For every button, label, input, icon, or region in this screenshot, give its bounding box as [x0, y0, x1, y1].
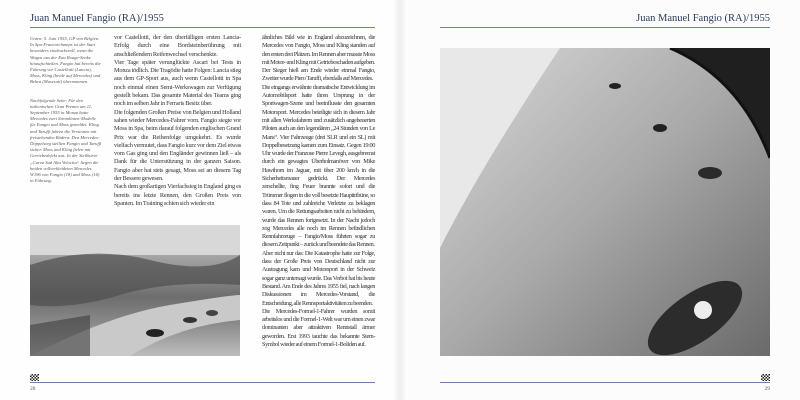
captions	[30, 36, 102, 196]
paragraph: Die folgenden Großen Preise von Belgien und Holland sahen wieder Mercedes-Fahrer vorn. Fangio siegte vor Moss in Spa, beim darauf folgenden englischen Grand Prix war die Reihenfolge umgekehrt. Es wurde vielfach vermutet, dass Fangio kurz vor dem Ziel etwas vom Gas ging und den Engländer gewinnen ließ – als Dank für die Unterstützung in der ganzen Saison. Fangio aber hat stets gesagt, Moss sei an diesem Tag der Bessere gewesen.	[114, 108, 241, 183]
checkered-flag-icon	[761, 374, 770, 381]
photo-spa-start	[30, 225, 240, 356]
footer-rule	[30, 382, 375, 383]
photo-monza-banking	[440, 48, 770, 356]
running-header-right: Juan Manuel Fangio (RA)/1955	[636, 13, 770, 24]
paragraph: Die Mercedes-Formel-1-Fahrer wurden somit arbeitslos und die Formel-1-Welt war um einen zwar dominanten aber attraktiven Rennstall ärmer geworden. Erst 1993 tauchte das bekannte Stern-Symbol wieder auf einem Formel-1-Boliden auf.	[262, 307, 375, 348]
caption-monza: Nachfolgende Seite: Für den italienischen Gran Premio am 11. September 1955 in Monza hatte Mercedes zwei Stromlinien-Modelle für Fangio und Moss gemeldet. Kling und Taruffi fuhren die Versionen mit freistehenden Rädern. Den Mercedes-Doppelsieg stellten Fangio und Taruffi sicher. Moss und Kling fielen mit Getriebedefekt aus. In der Steilkurve „Curva Sud Alta Velocita“ liegen die beiden vollverkleideten Mercedes W196 von Fangio (18) und Moss (16) in Führung.	[30, 97, 102, 184]
text-column-2	[262, 34, 375, 349]
paragraph: Die eingangs erwähnte dramatische Entwicklung im Automobilsport hatte ihren Ursprung in der Sportwagen-Szene und beeinflusste den gesamten Motorsport. Mercedes beteiligte sich in diesem Jahr mit allen Werksfahrern und zusätzlich angeheuerten Piloten auch an den legendären „24 Stunden von Le Mans“. Vier Fahrzeuge (drei SLR und ein SL) mit Doppelbesetzung kamen zum Einsatz. Gegen 19:00 Uhr wurde der Franzose Pierre Levegh, ausgebremst durch ein gewagtes Überholmanöver von Mike Hawthorn im Jaguar, mit über 200 km/h in die Sicherheitsmauer gedrückt. Der Mercedes zerschellte, fing Feuer brannte sofort und die Trümmer flogen in die voll besetzte Haupttribüne, so dass 84 Tote und zahlreiche Verletzte zu beklagen waren. Um die Rettungsarbeiten nicht zu behindern, wurde das Rennen fortgesetzt. In der Nacht jedoch zog Mercedes alle noch im Rennen befindlichen Rennfahrzeuge – Fangio/Moss führten sogar zu diesem Zeitpunkt – zurück und beendete das Rennen.	[262, 83, 375, 249]
page-number-right: 29	[764, 386, 770, 392]
book-gutter	[392, 0, 408, 400]
header-rule	[440, 27, 770, 28]
photo-spa-illustration	[30, 225, 240, 356]
right-page	[400, 0, 800, 400]
paragraph: Nach dem großartigen Vierfachsieg in England ging es bereits ins letzte Rennen, den Großen Preis von Spanien. Im Training schien sich wieder ein	[114, 183, 241, 207]
paragraph: vor Castellotti, der den überfälligen ersten Lancia-Erfolg durch eine Bordsteinberührung mit anschließendem Reifenwechsel verschenkte.	[114, 34, 241, 58]
page-number-left: 28	[30, 386, 36, 392]
text-column-1	[114, 34, 241, 208]
photo-monza-illustration	[440, 48, 770, 356]
checkered-flag-icon	[30, 374, 39, 381]
paragraph: Vier Tage später verunglückte Ascari bei Tests in Monza tödlich. Die Tragödie hatte Folgen: Lancia stieg aus dem GP-Sport aus, auch wenn Castellotti in Spa noch einmal einen Semi-Werkswagen zur Verfügung gestellt bekam. Das gesamte Material des Teams ging noch im selben Jahr in Ferraris Besitz über.	[114, 58, 241, 108]
paragraph: Aber nicht nur das: Die Katastrophe hatte zur Folge, dass der Große Preis von Deutschland nicht zur Austragung kam und Motorsport in der Schweiz sogar ganz untersagt wurde. Das Verbot hat bis heute Bestand. Am Ende des Jahres 1955 fiel, nach langen Diskussionen im Mercedes-Vorstand, die Entscheidung, alle Rennsportaktivitäten zu beenden.	[262, 249, 375, 307]
header-rule	[30, 27, 375, 28]
footer-rule	[440, 382, 770, 383]
caption-spa: Unten: 5. Juni 1955, GP von Belgien. In Spa-Francorchamps ist der Start besonders eindrucksvoll, wenn die Wagen aus der Eau Rouge-Senke hinaufschießen. Fangio hat bereits die Führung vor Castellotti (Lancia), Moss, Kling (beide auf Mercedes) und Behra (Maserati) übernommen.	[30, 36, 101, 85]
running-header-left: Juan Manuel Fangio (RA)/1955	[30, 13, 164, 24]
paragraph: ähnliches Bild wie in England abzuzeichnen, die Mercedes von Fangio, Moss und Kling standen auf den ersten drei Plätzen. Im Rennen aber musste Moss mit Motor- und Kling mit Getriebeschaden aufgeben. Der Sieger hieß am Ende wieder einmal Fangio, Zweiter wurde Piero Taruffi, ebenfalls auf Mercedes.	[262, 34, 375, 83]
